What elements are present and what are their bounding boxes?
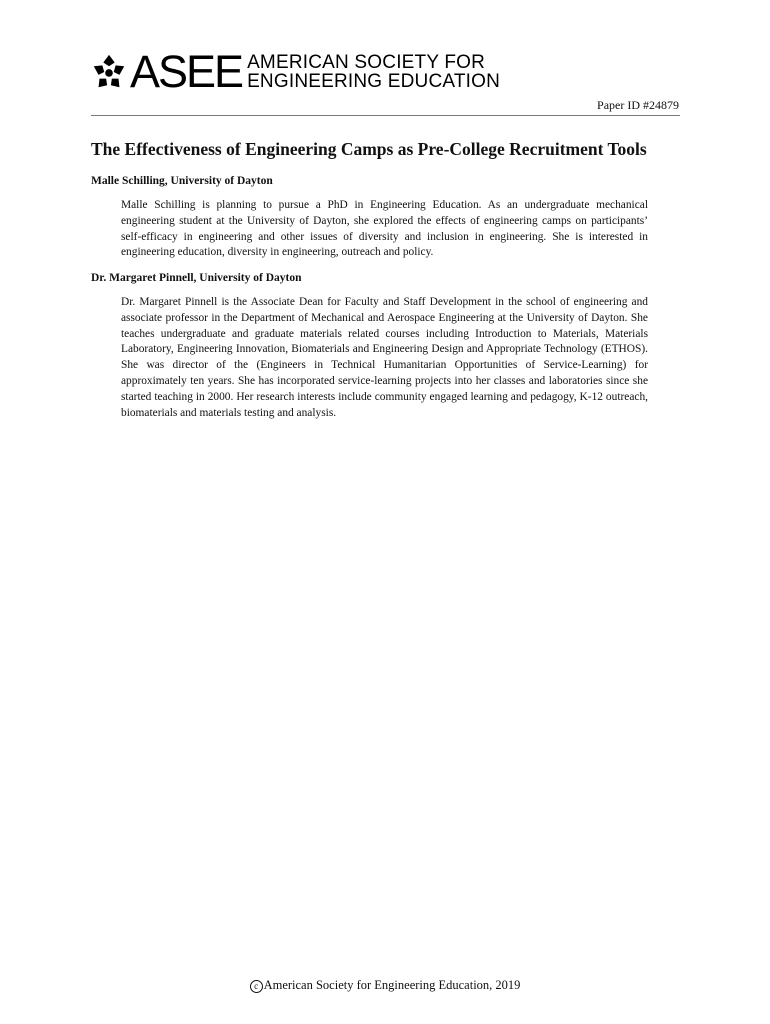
copyright-text: American Society for Engineering Education, 2019: [263, 978, 521, 992]
author-bio: Malle Schilling is planning to pursue a PhD in Engineering Education. As an undergraduate mechanical engineering student at the University of Dayton, she explored the effects of engineering camps on participants’ self-efficacy in engineering and other issues of diversity and inclusion in engineering. She is interested in engineering education, diversity in engineering, outreach and policy.: [121, 199, 648, 259]
logo-acronym: ASEE: [130, 46, 243, 97]
copyright-symbol: c: [250, 980, 263, 993]
asee-star-logo-icon: [90, 53, 128, 91]
author-name: Malle Schilling, University of Dayton: [91, 175, 273, 187]
logo-line-2: ENGINEERING EDUCATION: [247, 71, 501, 92]
author-bio: Dr. Margaret Pinnell is the Associate Dean for Faculty and Staff Development in the school of engineering and associate professor in the Department of Mechanical and Aerospace Engineering at the University of Dayton. She teaches undergraduate and graduate materials related courses including Introduction to Materials, Materials Laboratory, Engineering Innovation, Biomaterials and Engineering Design and Appropriate Technology (ETHOS). She was director of the (Engineers in Technical Humanitarian Opportunities of Service-Learning) for approximately ten years. She has incorporated service-learning projects into her classes and laboratories since she started teaching in 2000. Her research interests include community engaged learning and pedagogy, K-12 outreach, biomaterials and materials testing and analysis.: [121, 296, 648, 419]
copyright-footer: [0, 978, 770, 993]
logo-line-1: AMERICAN SOCIETY FOR: [247, 52, 486, 73]
asee-logo: [90, 46, 501, 97]
author-name: Dr. Margaret Pinnell, University of Dayton: [91, 272, 302, 284]
paper-id: Paper ID #24879: [597, 98, 679, 112]
header-divider: [91, 115, 680, 116]
paper-title: The Effectiveness of Engineering Camps as Pre-College Recruitment Tools: [91, 139, 647, 159]
logo-organization-name: [247, 53, 500, 91]
